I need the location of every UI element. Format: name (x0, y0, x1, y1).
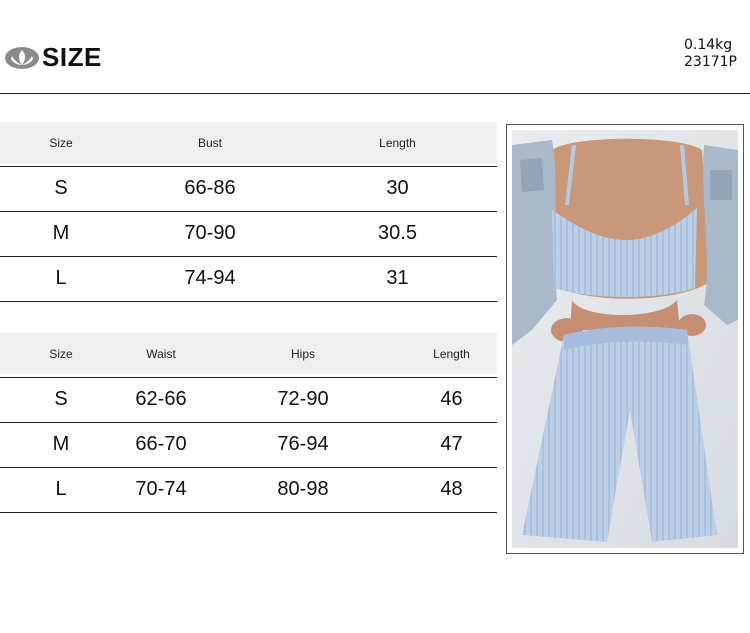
size-cell: M (0, 211, 122, 256)
table-header-row (0, 122, 497, 163)
size-cell: S (0, 377, 122, 422)
bust-cell: 74-94 (122, 256, 298, 301)
table-header-row (0, 333, 497, 374)
waist-cell: 62-66 (122, 377, 200, 422)
bust-cell: 66-86 (122, 166, 298, 211)
hips-cell: 72-90 (200, 377, 406, 422)
product-photo-frame (506, 124, 744, 554)
table-row (0, 166, 497, 211)
hips-cell: 76-94 (200, 422, 406, 467)
logo-text: SIZE (42, 42, 102, 72)
column-header: Waist (122, 333, 200, 374)
product-meta (684, 37, 737, 71)
top-size-table (0, 122, 497, 302)
bust-cell: 70-90 (122, 211, 298, 256)
size-cell: L (0, 256, 122, 301)
page-header (0, 0, 750, 94)
length-cell: 47 (406, 422, 497, 467)
column-header: Bust (122, 122, 298, 163)
size-cell: S (0, 166, 122, 211)
table-row (0, 211, 497, 256)
length-cell: 30 (298, 166, 497, 211)
length-cell: 30.5 (298, 211, 497, 256)
size-cell: M (0, 422, 122, 467)
waist-cell: 66-70 (122, 422, 200, 467)
size-logo (4, 42, 102, 73)
length-cell: 31 (298, 256, 497, 301)
product-code-text: 23171P (684, 54, 737, 70)
table-row (0, 422, 497, 467)
column-header: Length (406, 333, 497, 374)
table-row (0, 256, 497, 301)
column-header: Size (0, 333, 122, 374)
column-header: Hips (200, 333, 406, 374)
length-cell: 48 (406, 467, 497, 512)
table-row (0, 467, 497, 512)
length-cell: 46 (406, 377, 497, 422)
weight-text: 0.14kg (684, 37, 733, 53)
column-header: Length (298, 122, 497, 163)
hips-cell: 80-98 (200, 467, 406, 512)
lotus-logo-icon (4, 45, 40, 71)
product-photo (512, 130, 738, 548)
bottom-size-table (0, 333, 497, 513)
waist-cell: 70-74 (122, 467, 200, 512)
column-header: Size (0, 122, 122, 163)
table-row (0, 377, 497, 422)
size-cell: L (0, 467, 122, 512)
